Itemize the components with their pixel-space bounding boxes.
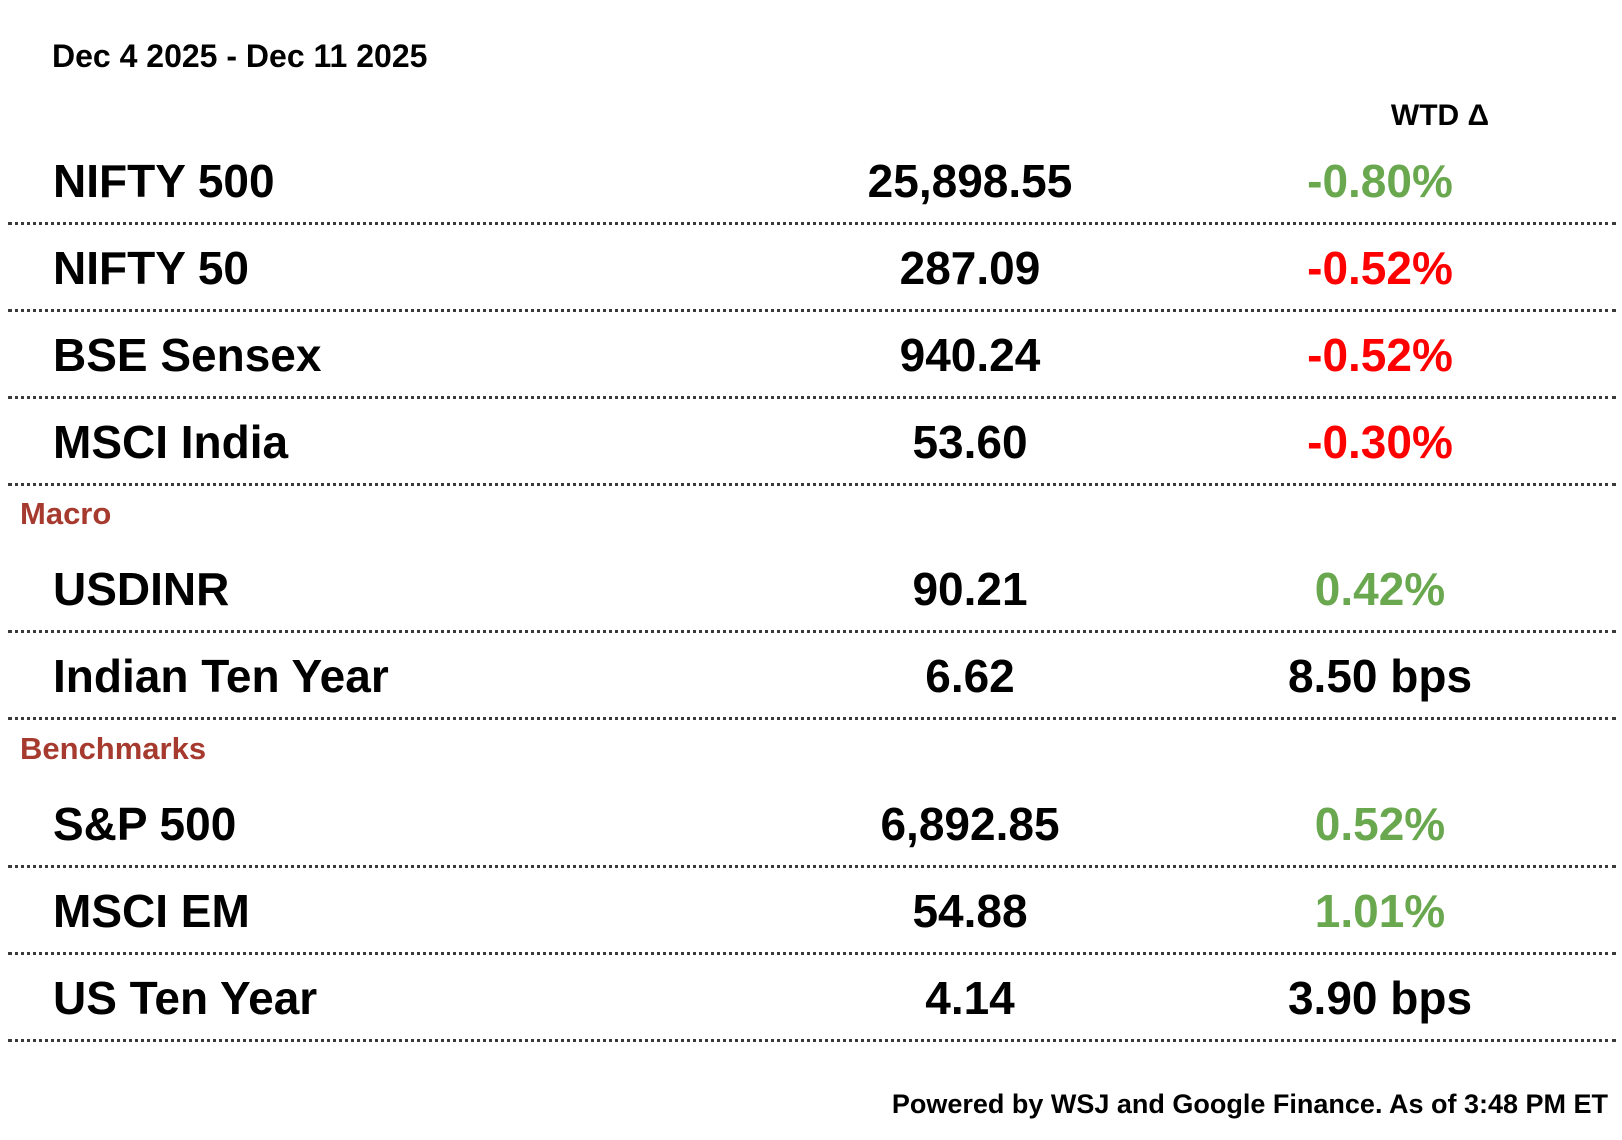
index-value: 4.14 — [925, 972, 1015, 1024]
wtd-change: -0.52% — [1307, 242, 1453, 294]
table-row-msci-india — [0, 412, 1622, 472]
wtd-change: 3.90 bps — [1287, 972, 1473, 1024]
index-value: 53.60 — [912, 416, 1028, 468]
index-value: 287.09 — [899, 242, 1041, 294]
row-divider — [8, 1039, 1616, 1042]
table-row-nifty-500 — [0, 151, 1622, 211]
row-divider — [8, 865, 1616, 868]
table-row-msci-em — [0, 881, 1622, 941]
index-name: NIFTY 500 — [53, 155, 275, 207]
index-value: 940.24 — [899, 329, 1041, 381]
index-name: MSCI EM — [53, 885, 250, 937]
section-heading-benchmarks: Benchmarks — [20, 731, 207, 766]
section-heading-macro: Macro — [20, 496, 112, 531]
row-divider — [8, 952, 1616, 955]
index-value: 90.21 — [912, 563, 1028, 615]
table-row-bse-sensex — [0, 325, 1622, 385]
index-name: USDINR — [53, 563, 230, 615]
table-row-sp-500 — [0, 794, 1622, 854]
table-row-usdinr — [0, 559, 1622, 619]
index-name: NIFTY 50 — [53, 242, 249, 294]
row-divider — [8, 309, 1616, 312]
row-divider — [8, 717, 1616, 720]
table-row-us-ten-year — [0, 968, 1622, 1028]
wtd-change: -0.52% — [1307, 329, 1453, 381]
table-row-nifty-50 — [0, 238, 1622, 298]
date-range: Dec 4 2025 - Dec 11 2025 — [52, 38, 428, 74]
row-divider — [8, 396, 1616, 399]
source-attribution: Powered by WSJ and Google Finance. As of 3:48 PM ET — [891, 1089, 1608, 1119]
index-value: 25,898.55 — [867, 155, 1073, 207]
wtd-change: 8.50 bps — [1287, 650, 1473, 702]
index-value: 6.62 — [925, 650, 1015, 702]
index-value: 54.88 — [912, 885, 1028, 937]
row-divider — [8, 630, 1616, 633]
index-name: BSE Sensex — [53, 329, 322, 381]
wtd-change: 1.01% — [1314, 885, 1446, 937]
table-row-indian-ten-year — [0, 646, 1622, 706]
index-name: MSCI India — [53, 416, 289, 468]
index-name: Indian Ten Year — [53, 650, 389, 702]
wtd-change-header: WTD Δ — [1390, 99, 1490, 132]
index-value: 6,892.85 — [880, 798, 1060, 850]
row-divider — [8, 483, 1616, 486]
wtd-change: -0.80% — [1307, 155, 1453, 207]
index-name: US Ten Year — [53, 972, 318, 1024]
wtd-change: 0.42% — [1314, 563, 1446, 615]
row-divider — [8, 222, 1616, 225]
wtd-change: -0.30% — [1307, 416, 1453, 468]
wtd-change: 0.52% — [1314, 798, 1446, 850]
index-name: S&P 500 — [53, 798, 237, 850]
